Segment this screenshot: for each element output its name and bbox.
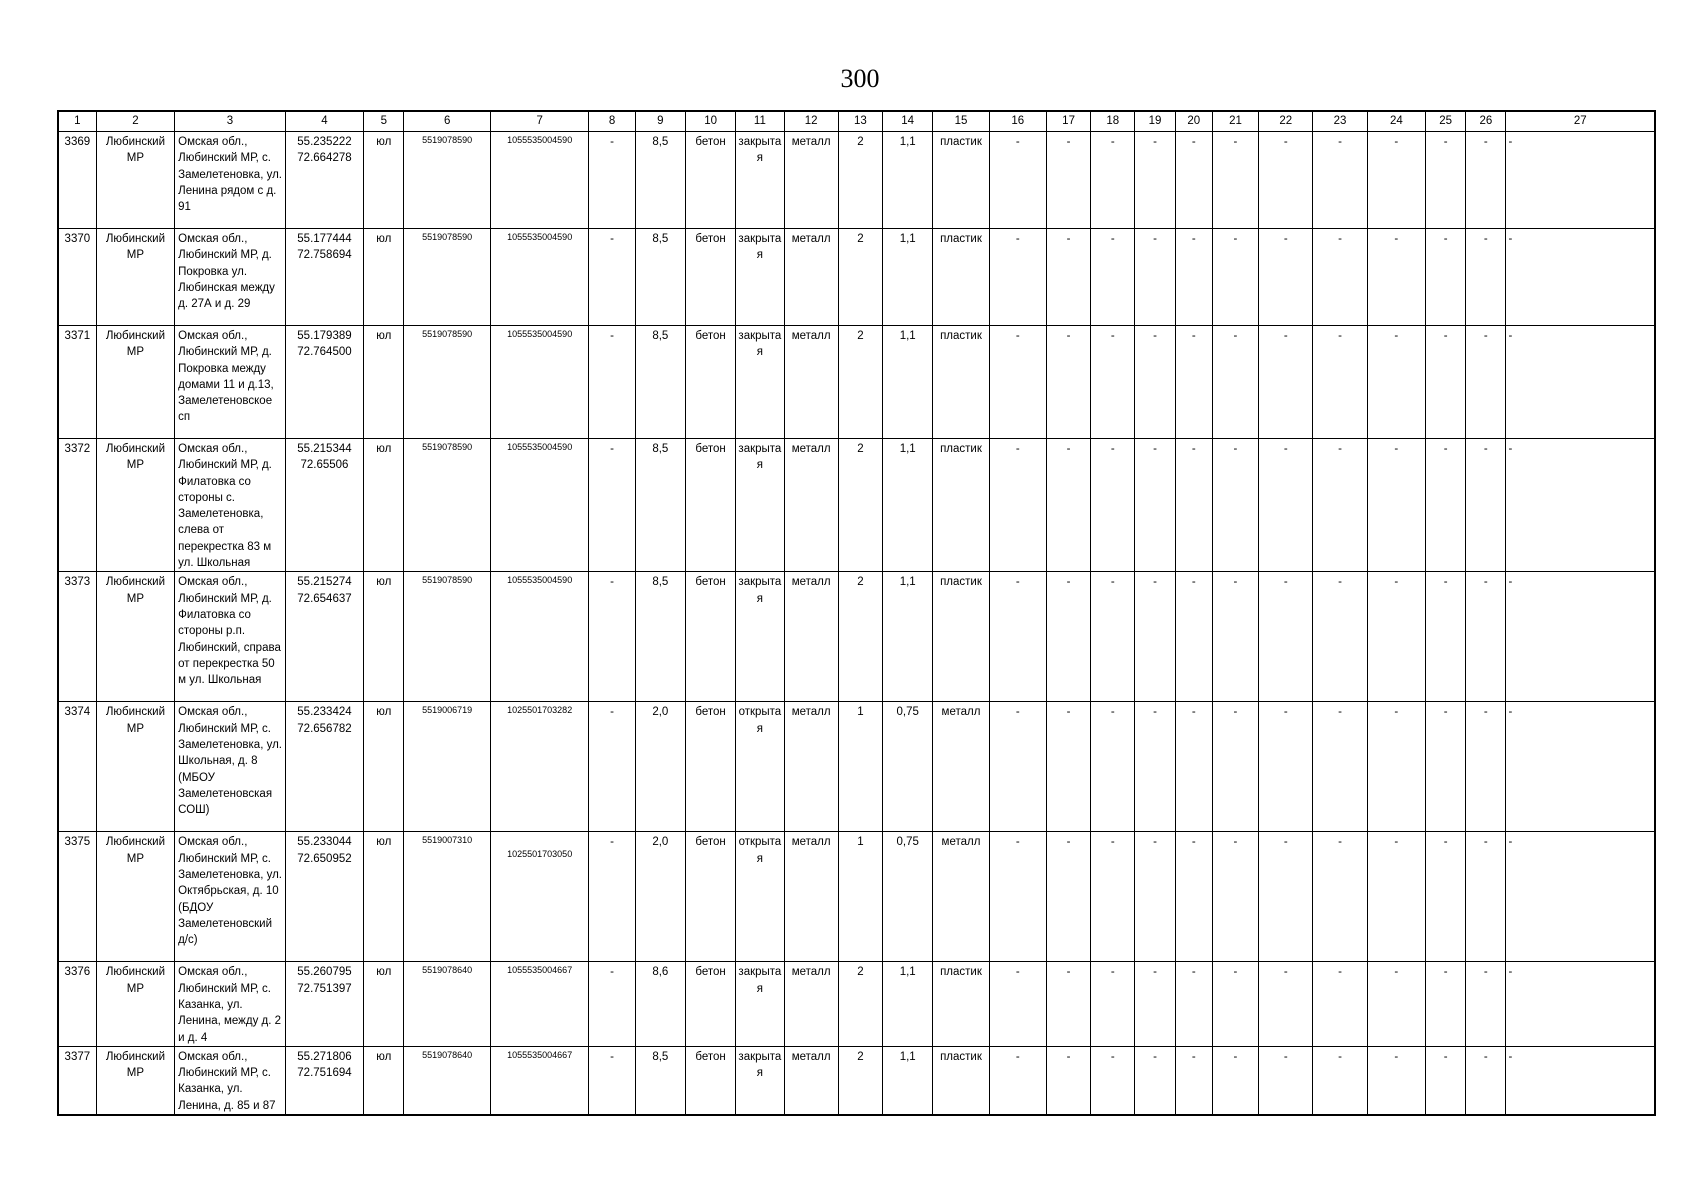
- column-24-cell: -: [1367, 702, 1425, 832]
- column-22-cell: -: [1259, 1046, 1313, 1115]
- site-kind-cell: закрытая: [736, 962, 784, 1046]
- surface-cell: бетон: [685, 132, 735, 229]
- column-17-cell: -: [1046, 962, 1090, 1046]
- column-8-cell: -: [589, 962, 635, 1046]
- column-26-cell: -: [1466, 832, 1506, 962]
- container-volume-cell: 1,1: [883, 229, 933, 326]
- row-id-cell: 3375: [58, 832, 96, 962]
- column-26-cell: -: [1466, 229, 1506, 326]
- column-18-cell: -: [1091, 229, 1135, 326]
- column-17-cell: -: [1046, 326, 1090, 439]
- container-volume-cell: 1,1: [883, 326, 933, 439]
- container-volume-cell: 1,1: [883, 132, 933, 229]
- column-26-cell: -: [1466, 962, 1506, 1046]
- ogrn-cell: 1055535004667: [490, 962, 589, 1046]
- municipal-district-cell: Любинский МР: [96, 832, 174, 962]
- coordinates-cell: 55.235222 72.664278: [285, 132, 363, 229]
- fence-material-cell: металл: [784, 962, 838, 1046]
- ogrn-cell: 1055535004590: [490, 572, 589, 702]
- column-17-cell: -: [1046, 832, 1090, 962]
- ogrn-cell: 1055535004667: [490, 1046, 589, 1115]
- column-header-12: 12: [784, 111, 838, 132]
- row-id-cell: 3371: [58, 326, 96, 439]
- coordinates-cell: 55.215344 72.65506: [285, 439, 363, 572]
- column-24-cell: -: [1367, 229, 1425, 326]
- fence-material-cell: металл: [784, 132, 838, 229]
- column-23-cell: -: [1313, 572, 1367, 702]
- entity-type-cell: юл: [364, 1046, 404, 1115]
- container-material-cell: пластик: [933, 132, 989, 229]
- column-header-18: 18: [1091, 111, 1135, 132]
- column-19-cell: -: [1135, 439, 1175, 572]
- column-20-cell: -: [1175, 132, 1212, 229]
- inn-cell: 5519078590: [404, 229, 490, 326]
- column-24-cell: -: [1367, 132, 1425, 229]
- fence-material-cell: металл: [784, 572, 838, 702]
- registry-table: [57, 110, 1656, 1116]
- fence-material-cell: металл: [784, 439, 838, 572]
- column-21-cell: -: [1212, 962, 1258, 1046]
- column-header-1: 1: [58, 111, 96, 132]
- column-27-cell: -: [1506, 326, 1655, 439]
- column-16-cell: -: [989, 229, 1046, 326]
- container-volume-cell: 1,1: [883, 439, 933, 572]
- table-row: [58, 1046, 1655, 1115]
- column-header-21: 21: [1212, 111, 1258, 132]
- column-16-cell: -: [989, 326, 1046, 439]
- surface-cell: бетон: [685, 1046, 735, 1115]
- column-23-cell: -: [1313, 229, 1367, 326]
- column-header-7: 7: [490, 111, 589, 132]
- column-header-16: 16: [989, 111, 1046, 132]
- column-header-4: 4: [285, 111, 363, 132]
- surface-cell: бетон: [685, 229, 735, 326]
- column-22-cell: -: [1259, 962, 1313, 1046]
- column-24-cell: -: [1367, 1046, 1425, 1115]
- row-id-cell: 3370: [58, 229, 96, 326]
- fence-material-cell: металл: [784, 326, 838, 439]
- column-20-cell: -: [1175, 572, 1212, 702]
- container-material-cell: пластик: [933, 1046, 989, 1115]
- address-cell: Омская обл., Любинский МР, с. Казанка, ул. Ленина, между д. 2 и д. 4: [175, 962, 286, 1046]
- column-22-cell: -: [1259, 572, 1313, 702]
- column-header-27: 27: [1506, 111, 1655, 132]
- table-row: [58, 832, 1655, 962]
- column-23-cell: -: [1313, 439, 1367, 572]
- container-count-cell: 2: [838, 439, 882, 572]
- coordinates-cell: 55.233424 72.656782: [285, 702, 363, 832]
- column-header-25: 25: [1426, 111, 1466, 132]
- municipal-district-cell: Любинский МР: [96, 572, 174, 702]
- column-21-cell: -: [1212, 229, 1258, 326]
- entity-type-cell: юл: [364, 132, 404, 229]
- area-cell: 2,0: [635, 832, 685, 962]
- row-id-cell: 3373: [58, 572, 96, 702]
- column-header-26: 26: [1466, 111, 1506, 132]
- column-25-cell: -: [1426, 1046, 1466, 1115]
- column-27-cell: -: [1506, 832, 1655, 962]
- column-21-cell: -: [1212, 832, 1258, 962]
- column-16-cell: -: [989, 439, 1046, 572]
- column-23-cell: -: [1313, 832, 1367, 962]
- table-row: [58, 229, 1655, 326]
- column-20-cell: -: [1175, 439, 1212, 572]
- area-cell: 8,6: [635, 962, 685, 1046]
- coordinates-cell: 55.177444 72.758694: [285, 229, 363, 326]
- inn-cell: 5519078590: [404, 326, 490, 439]
- column-16-cell: -: [989, 1046, 1046, 1115]
- area-cell: 2,0: [635, 702, 685, 832]
- column-header-23: 23: [1313, 111, 1367, 132]
- column-20-cell: -: [1175, 702, 1212, 832]
- row-id-cell: 3377: [58, 1046, 96, 1115]
- column-25-cell: -: [1426, 326, 1466, 439]
- column-16-cell: -: [989, 832, 1046, 962]
- column-18-cell: -: [1091, 572, 1135, 702]
- fence-material-cell: металл: [784, 229, 838, 326]
- column-17-cell: -: [1046, 572, 1090, 702]
- site-kind-cell: закрытая: [736, 326, 784, 439]
- column-24-cell: -: [1367, 832, 1425, 962]
- table-row: [58, 962, 1655, 1046]
- fence-material-cell: металл: [784, 1046, 838, 1115]
- area-cell: 8,5: [635, 326, 685, 439]
- column-17-cell: -: [1046, 132, 1090, 229]
- municipal-district-cell: Любинский МР: [96, 1046, 174, 1115]
- column-21-cell: -: [1212, 1046, 1258, 1115]
- inn-cell: 5519007310: [404, 832, 490, 962]
- container-count-cell: 1: [838, 702, 882, 832]
- row-id-cell: 3372: [58, 439, 96, 572]
- container-material-cell: металл: [933, 832, 989, 962]
- column-8-cell: -: [589, 132, 635, 229]
- container-material-cell: пластик: [933, 572, 989, 702]
- column-25-cell: -: [1426, 132, 1466, 229]
- column-header-9: 9: [635, 111, 685, 132]
- address-cell: Омская обл., Любинский МР, д. Покровка ул. Любинская между д. 27А и д. 29: [175, 229, 286, 326]
- container-count-cell: 1: [838, 832, 882, 962]
- column-23-cell: -: [1313, 702, 1367, 832]
- container-count-cell: 2: [838, 132, 882, 229]
- address-cell: Омская обл., Любинский МР, д. Покровка между домами 11 и д.13, Замелетеновское сп: [175, 326, 286, 439]
- municipal-district-cell: Любинский МР: [96, 229, 174, 326]
- column-25-cell: -: [1426, 702, 1466, 832]
- ogrn-cell: 1055535004590: [490, 439, 589, 572]
- coordinates-cell: 55.215274 72.654637: [285, 572, 363, 702]
- column-19-cell: -: [1135, 132, 1175, 229]
- column-22-cell: -: [1259, 832, 1313, 962]
- column-17-cell: -: [1046, 1046, 1090, 1115]
- column-8-cell: -: [589, 1046, 635, 1115]
- table-header-row: [58, 111, 1655, 132]
- container-count-cell: 2: [838, 326, 882, 439]
- column-20-cell: -: [1175, 962, 1212, 1046]
- container-material-cell: металл: [933, 702, 989, 832]
- ogrn-cell: 1055535004590: [490, 326, 589, 439]
- row-id-cell: 3369: [58, 132, 96, 229]
- table-row: [58, 326, 1655, 439]
- container-material-cell: пластик: [933, 326, 989, 439]
- table-row: [58, 132, 1655, 229]
- surface-cell: бетон: [685, 702, 735, 832]
- site-kind-cell: открытая: [736, 832, 784, 962]
- address-cell: Омская обл., Любинский МР, д. Филатовка со стороны р.п. Любинский, справа от перекрестка 50 м ул. Школьная: [175, 572, 286, 702]
- container-material-cell: пластик: [933, 439, 989, 572]
- area-cell: 8,5: [635, 1046, 685, 1115]
- row-id-cell: 3376: [58, 962, 96, 1046]
- container-count-cell: 2: [838, 1046, 882, 1115]
- column-header-2: 2: [96, 111, 174, 132]
- column-8-cell: -: [589, 702, 635, 832]
- column-24-cell: -: [1367, 326, 1425, 439]
- column-27-cell: -: [1506, 1046, 1655, 1115]
- coordinates-cell: 55.260795 72.751397: [285, 962, 363, 1046]
- column-27-cell: -: [1506, 702, 1655, 832]
- address-cell: Омская обл., Любинский МР, д. Филатовка со стороны с. Замелетеновка, слева от перекрестка 83 м ул. Школьная: [175, 439, 286, 572]
- inn-cell: 5519078640: [404, 962, 490, 1046]
- column-20-cell: -: [1175, 832, 1212, 962]
- column-25-cell: -: [1426, 572, 1466, 702]
- coordinates-cell: 55.179389 72.764500: [285, 326, 363, 439]
- column-21-cell: -: [1212, 702, 1258, 832]
- inn-cell: 5519078590: [404, 439, 490, 572]
- container-count-cell: 2: [838, 572, 882, 702]
- column-27-cell: -: [1506, 439, 1655, 572]
- column-16-cell: -: [989, 572, 1046, 702]
- page-number: 300: [840, 64, 880, 93]
- column-22-cell: -: [1259, 702, 1313, 832]
- inn-cell: 5519078640: [404, 1046, 490, 1115]
- column-25-cell: -: [1426, 439, 1466, 572]
- column-18-cell: -: [1091, 832, 1135, 962]
- column-23-cell: -: [1313, 132, 1367, 229]
- column-25-cell: -: [1426, 229, 1466, 326]
- municipal-district-cell: Любинский МР: [96, 702, 174, 832]
- address-cell: Омская обл., Любинский МР, с. Замелетеновка, ул. Школьная, д. 8 (МБОУ Замелетеновская СОШ): [175, 702, 286, 832]
- inn-cell: 5519078590: [404, 132, 490, 229]
- column-22-cell: -: [1259, 439, 1313, 572]
- site-kind-cell: открытая: [736, 702, 784, 832]
- column-18-cell: -: [1091, 439, 1135, 572]
- fence-material-cell: металл: [784, 702, 838, 832]
- container-count-cell: 2: [838, 229, 882, 326]
- address-cell: Омская обл., Любинский МР, с. Казанка, ул. Ленина, д. 85 и 87: [175, 1046, 286, 1115]
- column-8-cell: -: [589, 832, 635, 962]
- column-header-11: 11: [736, 111, 784, 132]
- column-17-cell: -: [1046, 702, 1090, 832]
- column-26-cell: -: [1466, 1046, 1506, 1115]
- column-19-cell: -: [1135, 572, 1175, 702]
- container-volume-cell: 0,75: [883, 702, 933, 832]
- address-cell: Омская обл., Любинский МР, с. Замелетеновка, ул. Октябрьская, д. 10 (БДОУ Замелетеновский д/с): [175, 832, 286, 962]
- column-header-20: 20: [1175, 111, 1212, 132]
- fence-material-cell: металл: [784, 832, 838, 962]
- column-21-cell: -: [1212, 439, 1258, 572]
- column-25-cell: -: [1426, 832, 1466, 962]
- column-27-cell: -: [1506, 229, 1655, 326]
- column-header-14: 14: [883, 111, 933, 132]
- column-header-17: 17: [1046, 111, 1090, 132]
- column-16-cell: -: [989, 962, 1046, 1046]
- column-18-cell: -: [1091, 132, 1135, 229]
- surface-cell: бетон: [685, 962, 735, 1046]
- column-header-13: 13: [838, 111, 882, 132]
- container-material-cell: пластик: [933, 962, 989, 1046]
- area-cell: 8,5: [635, 132, 685, 229]
- container-volume-cell: 1,1: [883, 572, 933, 702]
- column-21-cell: -: [1212, 572, 1258, 702]
- ogrn-cell: 1025501703282: [490, 702, 589, 832]
- column-18-cell: -: [1091, 962, 1135, 1046]
- column-header-3: 3: [175, 111, 286, 132]
- site-kind-cell: закрытая: [736, 1046, 784, 1115]
- column-17-cell: -: [1046, 229, 1090, 326]
- column-header-10: 10: [685, 111, 735, 132]
- table-row: [58, 439, 1655, 572]
- column-24-cell: -: [1367, 439, 1425, 572]
- column-23-cell: -: [1313, 1046, 1367, 1115]
- column-23-cell: -: [1313, 326, 1367, 439]
- site-kind-cell: закрытая: [736, 572, 784, 702]
- surface-cell: бетон: [685, 326, 735, 439]
- column-19-cell: -: [1135, 229, 1175, 326]
- column-23-cell: -: [1313, 962, 1367, 1046]
- column-21-cell: -: [1212, 326, 1258, 439]
- entity-type-cell: юл: [364, 572, 404, 702]
- site-kind-cell: закрытая: [736, 439, 784, 572]
- column-17-cell: -: [1046, 439, 1090, 572]
- row-id-cell: 3374: [58, 702, 96, 832]
- municipal-district-cell: Любинский МР: [96, 326, 174, 439]
- container-volume-cell: 0,75: [883, 832, 933, 962]
- column-19-cell: -: [1135, 1046, 1175, 1115]
- table-row: [58, 702, 1655, 832]
- area-cell: 8,5: [635, 229, 685, 326]
- column-8-cell: -: [589, 229, 635, 326]
- column-19-cell: -: [1135, 326, 1175, 439]
- column-27-cell: -: [1506, 962, 1655, 1046]
- column-20-cell: -: [1175, 1046, 1212, 1115]
- column-26-cell: -: [1466, 439, 1506, 572]
- column-18-cell: -: [1091, 326, 1135, 439]
- column-8-cell: -: [589, 326, 635, 439]
- column-19-cell: -: [1135, 832, 1175, 962]
- column-16-cell: -: [989, 132, 1046, 229]
- municipal-district-cell: Любинский МР: [96, 132, 174, 229]
- column-header-6: 6: [404, 111, 490, 132]
- municipal-district-cell: Любинский МР: [96, 962, 174, 1046]
- column-19-cell: -: [1135, 962, 1175, 1046]
- container-count-cell: 2: [838, 962, 882, 1046]
- entity-type-cell: юл: [364, 326, 404, 439]
- column-header-19: 19: [1135, 111, 1175, 132]
- coordinates-cell: 55.271806 72.751694: [285, 1046, 363, 1115]
- column-22-cell: -: [1259, 326, 1313, 439]
- entity-type-cell: юл: [364, 702, 404, 832]
- column-27-cell: -: [1506, 132, 1655, 229]
- inn-cell: 5519078590: [404, 572, 490, 702]
- column-26-cell: -: [1466, 326, 1506, 439]
- column-header-5: 5: [364, 111, 404, 132]
- container-volume-cell: 1,1: [883, 962, 933, 1046]
- column-22-cell: -: [1259, 229, 1313, 326]
- ogrn-cell: 1025501703050: [490, 832, 589, 962]
- column-26-cell: -: [1466, 702, 1506, 832]
- municipal-district-cell: Любинский МР: [96, 439, 174, 572]
- column-header-8: 8: [589, 111, 635, 132]
- area-cell: 8,5: [635, 439, 685, 572]
- site-kind-cell: закрытая: [736, 132, 784, 229]
- column-header-22: 22: [1259, 111, 1313, 132]
- ogrn-cell: 1055535004590: [490, 132, 589, 229]
- entity-type-cell: юл: [364, 439, 404, 572]
- ogrn-cell: 1055535004590: [490, 229, 589, 326]
- surface-cell: бетон: [685, 439, 735, 572]
- column-8-cell: -: [589, 439, 635, 572]
- container-material-cell: пластик: [933, 229, 989, 326]
- area-cell: 8,5: [635, 572, 685, 702]
- entity-type-cell: юл: [364, 832, 404, 962]
- entity-type-cell: юл: [364, 229, 404, 326]
- inn-cell: 5519006719: [404, 702, 490, 832]
- column-24-cell: -: [1367, 962, 1425, 1046]
- column-18-cell: -: [1091, 1046, 1135, 1115]
- column-25-cell: -: [1426, 962, 1466, 1046]
- column-26-cell: -: [1466, 132, 1506, 229]
- column-18-cell: -: [1091, 702, 1135, 832]
- column-22-cell: -: [1259, 132, 1313, 229]
- column-26-cell: -: [1466, 572, 1506, 702]
- table-row: [58, 572, 1655, 702]
- coordinates-cell: 55.233044 72.650952: [285, 832, 363, 962]
- surface-cell: бетон: [685, 572, 735, 702]
- column-16-cell: -: [989, 702, 1046, 832]
- column-header-24: 24: [1367, 111, 1425, 132]
- address-cell: Омская обл., Любинский МР, с. Замелетеновка, ул. Ленина рядом с д. 91: [175, 132, 286, 229]
- column-8-cell: -: [589, 572, 635, 702]
- column-20-cell: -: [1175, 326, 1212, 439]
- column-27-cell: -: [1506, 572, 1655, 702]
- surface-cell: бетон: [685, 832, 735, 962]
- container-volume-cell: 1,1: [883, 1046, 933, 1115]
- column-20-cell: -: [1175, 229, 1212, 326]
- entity-type-cell: юл: [364, 962, 404, 1046]
- site-kind-cell: закрытая: [736, 229, 784, 326]
- column-header-15: 15: [933, 111, 989, 132]
- column-21-cell: -: [1212, 132, 1258, 229]
- column-24-cell: -: [1367, 572, 1425, 702]
- column-19-cell: -: [1135, 702, 1175, 832]
